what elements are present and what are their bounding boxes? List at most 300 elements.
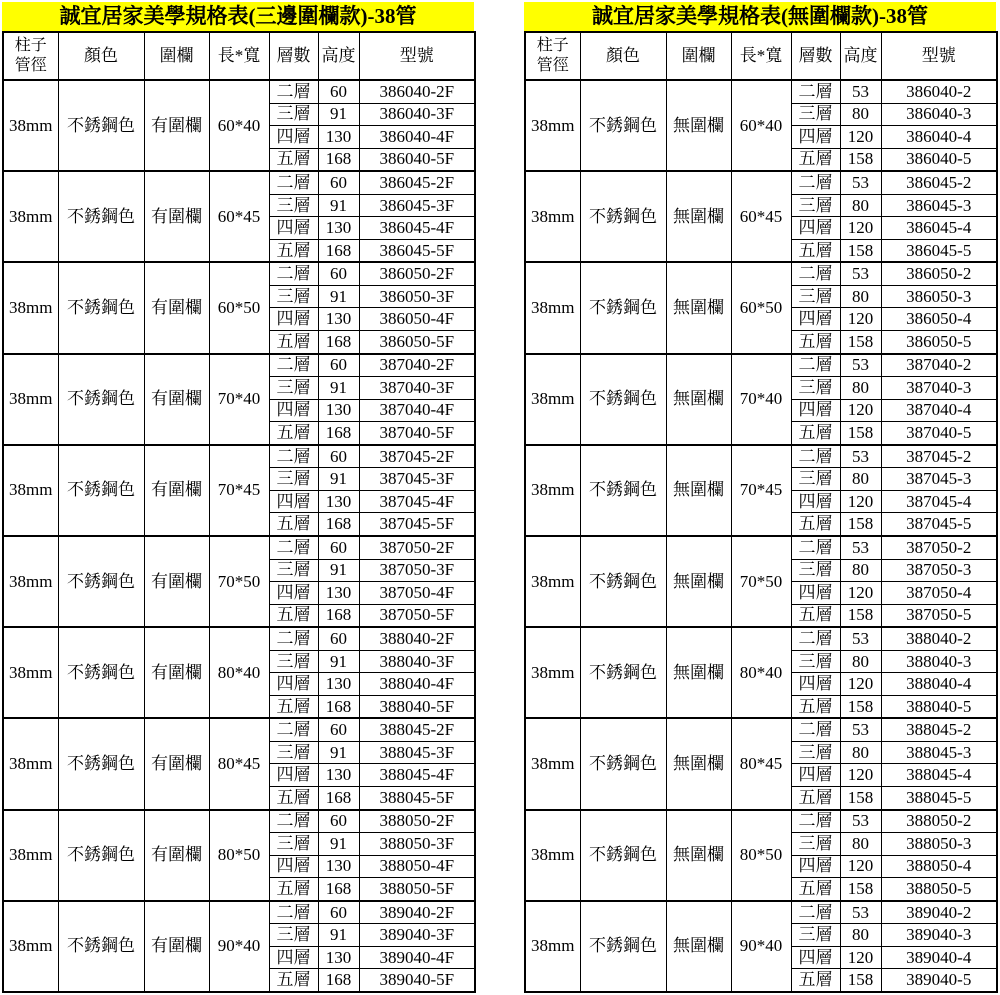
table-title: 誠宜居家美學規格表(三邊圍欄款)-38管 [2, 2, 474, 31]
spec-table-unfenced [524, 2, 996, 995]
cell-layers: 四層 [791, 673, 840, 696]
cell-height: 158 [840, 969, 881, 992]
cell-height: 130 [318, 308, 359, 331]
cell-layers: 四層 [269, 764, 318, 787]
cell-layers: 五層 [269, 969, 318, 992]
cell-size: 70*40 [209, 354, 269, 445]
cell-color: 不銹鋼色 [580, 445, 666, 536]
cell-color: 不銹鋼色 [58, 171, 144, 262]
cell-layers: 五層 [791, 969, 840, 992]
cell-height: 53 [840, 80, 881, 103]
cell-height: 53 [840, 536, 881, 559]
cell-height: 130 [318, 946, 359, 969]
cell-model: 389040-5F [359, 969, 475, 992]
cell-model: 386045-2F [359, 171, 475, 194]
cell-layers: 三層 [791, 285, 840, 308]
cell-model: 387050-2F [359, 536, 475, 559]
cell-height: 91 [318, 924, 359, 947]
cell-height: 91 [318, 194, 359, 217]
cell-layers: 三層 [791, 559, 840, 582]
table-row [3, 810, 475, 833]
cell-height: 60 [318, 262, 359, 285]
cell-layers: 二層 [791, 262, 840, 285]
cell-height: 168 [318, 513, 359, 536]
cell-model: 386045-4 [881, 217, 997, 240]
table-row [525, 354, 997, 377]
cell-layers: 五層 [791, 604, 840, 627]
cell-height: 60 [318, 171, 359, 194]
cell-layers: 三層 [791, 833, 840, 856]
cell-model: 388040-3F [359, 650, 475, 673]
cell-layers: 四層 [791, 855, 840, 878]
cell-fence: 無圍欄 [666, 901, 731, 992]
cell-model: 386045-3 [881, 194, 997, 217]
spec-table-fenced [2, 2, 474, 995]
cell-fence: 無圍欄 [666, 810, 731, 901]
cell-size: 60*45 [731, 171, 791, 262]
cell-pipe-diameter: 38mm [3, 445, 58, 536]
cell-model: 388045-5 [881, 786, 997, 809]
cell-color: 不銹鋼色 [580, 718, 666, 809]
cell-model: 387040-3 [881, 377, 997, 400]
col-header-color: 顏色 [58, 32, 144, 80]
cell-size: 80*40 [209, 627, 269, 718]
cell-layers: 四層 [269, 308, 318, 331]
cell-layers: 二層 [269, 171, 318, 194]
cell-height: 158 [840, 786, 881, 809]
cell-model: 387045-2F [359, 445, 475, 468]
cell-layers: 五層 [269, 422, 318, 445]
cell-color: 不銹鋼色 [58, 718, 144, 809]
cell-model: 386045-4F [359, 217, 475, 240]
cell-color: 不銹鋼色 [580, 810, 666, 901]
cell-fence: 無圍欄 [666, 171, 731, 262]
cell-pipe-diameter: 38mm [525, 901, 580, 992]
cell-model: 386040-2 [881, 80, 997, 103]
cell-layers: 二層 [791, 901, 840, 924]
cell-model: 387040-3F [359, 377, 475, 400]
cell-model: 386040-3 [881, 103, 997, 126]
cell-layers: 二層 [791, 80, 840, 103]
cell-layers: 二層 [269, 627, 318, 650]
cell-model: 387045-2 [881, 445, 997, 468]
cell-model: 386050-3 [881, 285, 997, 308]
cell-layers: 三層 [269, 650, 318, 673]
cell-height: 53 [840, 810, 881, 833]
cell-model: 386050-5 [881, 330, 997, 353]
cell-color: 不銹鋼色 [58, 80, 144, 171]
cell-height: 80 [840, 194, 881, 217]
cell-height: 168 [318, 148, 359, 171]
cell-height: 80 [840, 377, 881, 400]
cell-layers: 四層 [791, 490, 840, 513]
cell-size: 90*40 [731, 901, 791, 992]
cell-layers: 四層 [269, 582, 318, 605]
cell-layers: 三層 [269, 468, 318, 491]
table-row [3, 901, 475, 924]
cell-model: 387045-5F [359, 513, 475, 536]
cell-model: 389040-2 [881, 901, 997, 924]
cell-height: 80 [840, 468, 881, 491]
table-row [525, 901, 997, 924]
cell-model: 389040-4F [359, 946, 475, 969]
cell-layers: 四層 [269, 855, 318, 878]
cell-model: 388040-3 [881, 650, 997, 673]
table-row [3, 80, 475, 103]
cell-fence: 無圍欄 [666, 536, 731, 627]
col-header-size: 長*寬 [731, 32, 791, 80]
cell-model: 387040-5 [881, 422, 997, 445]
cell-pipe-diameter: 38mm [525, 171, 580, 262]
cell-model: 388050-2F [359, 810, 475, 833]
cell-height: 91 [318, 377, 359, 400]
header-row [525, 32, 997, 80]
cell-model: 387040-2F [359, 354, 475, 377]
cell-model: 386040-3F [359, 103, 475, 126]
cell-layers: 四層 [269, 673, 318, 696]
cell-fence: 有圍欄 [144, 536, 209, 627]
cell-pipe-diameter: 38mm [3, 627, 58, 718]
cell-layers: 三層 [269, 559, 318, 582]
cell-layers: 二層 [791, 810, 840, 833]
cell-layers: 五層 [269, 878, 318, 901]
cell-height: 91 [318, 103, 359, 126]
cell-height: 60 [318, 718, 359, 741]
cell-model: 387050-4 [881, 582, 997, 605]
cell-height: 80 [840, 285, 881, 308]
cell-size: 60*40 [731, 80, 791, 171]
cell-layers: 三層 [269, 285, 318, 308]
cell-pipe-diameter: 38mm [3, 810, 58, 901]
cell-size: 60*50 [209, 262, 269, 353]
cell-layers: 二層 [791, 354, 840, 377]
cell-layers: 三層 [791, 741, 840, 764]
cell-fence: 無圍欄 [666, 445, 731, 536]
cell-layers: 四層 [791, 946, 840, 969]
table-row [525, 445, 997, 468]
cell-pipe-diameter: 38mm [525, 718, 580, 809]
cell-fence: 無圍欄 [666, 80, 731, 171]
table-row [525, 810, 997, 833]
cell-layers: 五層 [791, 513, 840, 536]
cell-height: 130 [318, 126, 359, 149]
cell-color: 不銹鋼色 [580, 627, 666, 718]
col-header-pipe-diameter [525, 32, 580, 80]
cell-color: 不銹鋼色 [580, 80, 666, 171]
table-row [3, 536, 475, 559]
cell-model: 389040-3F [359, 924, 475, 947]
cell-model: 386050-4 [881, 308, 997, 331]
cell-layers: 四層 [269, 490, 318, 513]
cell-model: 388050-5F [359, 878, 475, 901]
col-header-model: 型號 [881, 32, 997, 80]
cell-layers: 三層 [269, 924, 318, 947]
cell-layers: 二層 [791, 536, 840, 559]
cell-layers: 二層 [269, 536, 318, 559]
cell-model: 388045-3 [881, 741, 997, 764]
table-row [3, 445, 475, 468]
cell-model: 388050-4 [881, 855, 997, 878]
cell-model: 386045-5F [359, 239, 475, 262]
cell-model: 388050-4F [359, 855, 475, 878]
cell-layers: 四層 [269, 399, 318, 422]
col-header-height: 高度 [318, 32, 359, 80]
cell-fence: 有圍欄 [144, 354, 209, 445]
cell-height: 91 [318, 559, 359, 582]
cell-model: 389040-4 [881, 946, 997, 969]
cell-model: 386040-4F [359, 126, 475, 149]
cell-model: 389040-3 [881, 924, 997, 947]
cell-model: 386050-2F [359, 262, 475, 285]
cell-height: 80 [840, 741, 881, 764]
cell-model: 388040-2 [881, 627, 997, 650]
cell-layers: 三層 [791, 924, 840, 947]
col-header-pipe-diameter [3, 32, 58, 80]
cell-layers: 三層 [791, 650, 840, 673]
cell-color: 不銹鋼色 [58, 445, 144, 536]
cell-size: 60*45 [209, 171, 269, 262]
cell-height: 158 [840, 878, 881, 901]
cell-height: 168 [318, 969, 359, 992]
cell-model: 389040-2F [359, 901, 475, 924]
cell-layers: 二層 [269, 262, 318, 285]
cell-model: 386045-5 [881, 239, 997, 262]
cell-height: 53 [840, 445, 881, 468]
cell-model: 389040-5 [881, 969, 997, 992]
col-header-layers: 層數 [791, 32, 840, 80]
cell-model: 388045-4 [881, 764, 997, 787]
cell-height: 120 [840, 946, 881, 969]
cell-layers: 五層 [791, 695, 840, 718]
cell-height: 168 [318, 604, 359, 627]
cell-color: 不銹鋼色 [580, 171, 666, 262]
cell-height: 168 [318, 422, 359, 445]
cell-layers: 五層 [269, 604, 318, 627]
cell-size: 70*45 [209, 445, 269, 536]
cell-model: 388040-2F [359, 627, 475, 650]
cell-size: 60*50 [731, 262, 791, 353]
cell-height: 168 [318, 695, 359, 718]
cell-layers: 三層 [269, 377, 318, 400]
cell-height: 91 [318, 741, 359, 764]
cell-color: 不銹鋼色 [58, 627, 144, 718]
cell-height: 91 [318, 468, 359, 491]
cell-fence: 無圍欄 [666, 262, 731, 353]
cell-layers: 四層 [791, 217, 840, 240]
cell-height: 91 [318, 285, 359, 308]
cell-height: 60 [318, 536, 359, 559]
cell-height: 80 [840, 650, 881, 673]
cell-height: 130 [318, 217, 359, 240]
cell-model: 388045-2F [359, 718, 475, 741]
cell-height: 130 [318, 764, 359, 787]
cell-color: 不銹鋼色 [58, 810, 144, 901]
cell-model: 388045-5F [359, 786, 475, 809]
cell-model: 388050-5 [881, 878, 997, 901]
col-header-fence: 圍欄 [666, 32, 731, 80]
cell-layers: 四層 [269, 946, 318, 969]
cell-height: 168 [318, 330, 359, 353]
cell-layers: 五層 [269, 513, 318, 536]
cell-model: 386050-4F [359, 308, 475, 331]
spec-table-grid [524, 31, 998, 993]
cell-model: 387040-4F [359, 399, 475, 422]
cell-fence: 有圍欄 [144, 262, 209, 353]
cell-fence: 無圍欄 [666, 718, 731, 809]
cell-size: 80*45 [209, 718, 269, 809]
cell-height: 158 [840, 513, 881, 536]
cell-height: 91 [318, 833, 359, 856]
cell-layers: 五層 [791, 422, 840, 445]
cell-pipe-diameter: 38mm [3, 536, 58, 627]
cell-model: 387050-2 [881, 536, 997, 559]
cell-layers: 五層 [791, 786, 840, 809]
cell-layers: 二層 [269, 445, 318, 468]
cell-model: 388050-3 [881, 833, 997, 856]
cell-layers: 四層 [791, 308, 840, 331]
cell-height: 53 [840, 171, 881, 194]
col-header-size: 長*寬 [209, 32, 269, 80]
cell-layers: 三層 [791, 468, 840, 491]
cell-layers: 四層 [269, 217, 318, 240]
cell-model: 386050-3F [359, 285, 475, 308]
table-row [3, 262, 475, 285]
cell-model: 388040-4F [359, 673, 475, 696]
table-title: 誠宜居家美學規格表(無圍欄款)-38管 [524, 2, 996, 31]
cell-pipe-diameter: 38mm [3, 718, 58, 809]
cell-color: 不銹鋼色 [580, 262, 666, 353]
cell-model: 386050-5F [359, 330, 475, 353]
cell-height: 130 [318, 582, 359, 605]
cell-model: 387040-4 [881, 399, 997, 422]
cell-model: 388040-5 [881, 695, 997, 718]
cell-pipe-diameter: 38mm [525, 354, 580, 445]
cell-height: 53 [840, 718, 881, 741]
col-header-layers: 層數 [269, 32, 318, 80]
cell-model: 388050-3F [359, 833, 475, 856]
header-row [3, 32, 475, 80]
cell-color: 不銹鋼色 [58, 536, 144, 627]
cell-size: 80*50 [731, 810, 791, 901]
cell-pipe-diameter: 38mm [525, 627, 580, 718]
cell-layers: 四層 [791, 764, 840, 787]
cell-layers: 五層 [791, 239, 840, 262]
cell-size: 60*40 [209, 80, 269, 171]
cell-height: 120 [840, 855, 881, 878]
cell-layers: 四層 [791, 126, 840, 149]
cell-model: 387040-5F [359, 422, 475, 445]
table-row [3, 718, 475, 741]
cell-layers: 四層 [791, 582, 840, 605]
cell-model: 388045-3F [359, 741, 475, 764]
cell-pipe-diameter: 38mm [3, 80, 58, 171]
cell-layers: 五層 [791, 330, 840, 353]
cell-height: 60 [318, 80, 359, 103]
cell-layers: 五層 [269, 786, 318, 809]
col-header-height: 高度 [840, 32, 881, 80]
cell-height: 80 [840, 559, 881, 582]
cell-height: 80 [840, 103, 881, 126]
cell-height: 91 [318, 650, 359, 673]
cell-pipe-diameter: 38mm [3, 354, 58, 445]
cell-size: 70*50 [209, 536, 269, 627]
cell-pipe-diameter: 38mm [3, 262, 58, 353]
cell-height: 60 [318, 901, 359, 924]
cell-size: 70*45 [731, 445, 791, 536]
cell-model: 388045-4F [359, 764, 475, 787]
cell-model: 386045-2 [881, 171, 997, 194]
cell-model: 388040-5F [359, 695, 475, 718]
cell-fence: 無圍欄 [666, 627, 731, 718]
cell-model: 387045-5 [881, 513, 997, 536]
cell-layers: 二層 [269, 810, 318, 833]
cell-height: 80 [840, 924, 881, 947]
cell-layers: 五層 [269, 330, 318, 353]
cell-color: 不銹鋼色 [58, 354, 144, 445]
col-header-pipe-diameter-line: 柱子 [14, 37, 47, 54]
table-row [525, 536, 997, 559]
table-row [3, 627, 475, 650]
col-header-pipe-diameter-line: 管徑 [14, 57, 47, 74]
cell-layers: 五層 [269, 695, 318, 718]
cell-model: 387045-4F [359, 490, 475, 513]
cell-layers: 五層 [791, 878, 840, 901]
cell-model: 388050-2 [881, 810, 997, 833]
cell-layers: 三層 [269, 194, 318, 217]
cell-layers: 三層 [269, 741, 318, 764]
cell-model: 388045-2 [881, 718, 997, 741]
cell-height: 168 [318, 239, 359, 262]
cell-fence: 有圍欄 [144, 627, 209, 718]
cell-height: 158 [840, 695, 881, 718]
cell-size: 70*50 [731, 536, 791, 627]
cell-height: 158 [840, 239, 881, 262]
cell-height: 158 [840, 148, 881, 171]
cell-height: 130 [318, 490, 359, 513]
cell-height: 120 [840, 308, 881, 331]
cell-height: 53 [840, 627, 881, 650]
cell-model: 386045-3F [359, 194, 475, 217]
spec-table-grid [2, 31, 476, 993]
table-row [525, 262, 997, 285]
cell-height: 53 [840, 262, 881, 285]
cell-height: 53 [840, 901, 881, 924]
cell-model: 387045-3 [881, 468, 997, 491]
table-row [525, 718, 997, 741]
cell-layers: 三層 [269, 103, 318, 126]
cell-model: 387050-3 [881, 559, 997, 582]
cell-height: 158 [840, 330, 881, 353]
table-row [525, 171, 997, 194]
table-row [3, 354, 475, 377]
cell-height: 130 [318, 855, 359, 878]
cell-fence: 無圍欄 [666, 354, 731, 445]
cell-layers: 三層 [791, 103, 840, 126]
cell-model: 386040-5 [881, 148, 997, 171]
cell-model: 387050-5 [881, 604, 997, 627]
cell-layers: 二層 [791, 627, 840, 650]
cell-height: 120 [840, 217, 881, 240]
cell-model: 387045-4 [881, 490, 997, 513]
cell-model: 387050-3F [359, 559, 475, 582]
cell-layers: 三層 [269, 833, 318, 856]
cell-height: 130 [318, 399, 359, 422]
cell-pipe-diameter: 38mm [3, 901, 58, 992]
cell-height: 120 [840, 673, 881, 696]
table-row [3, 171, 475, 194]
cell-size: 80*50 [209, 810, 269, 901]
cell-height: 60 [318, 627, 359, 650]
